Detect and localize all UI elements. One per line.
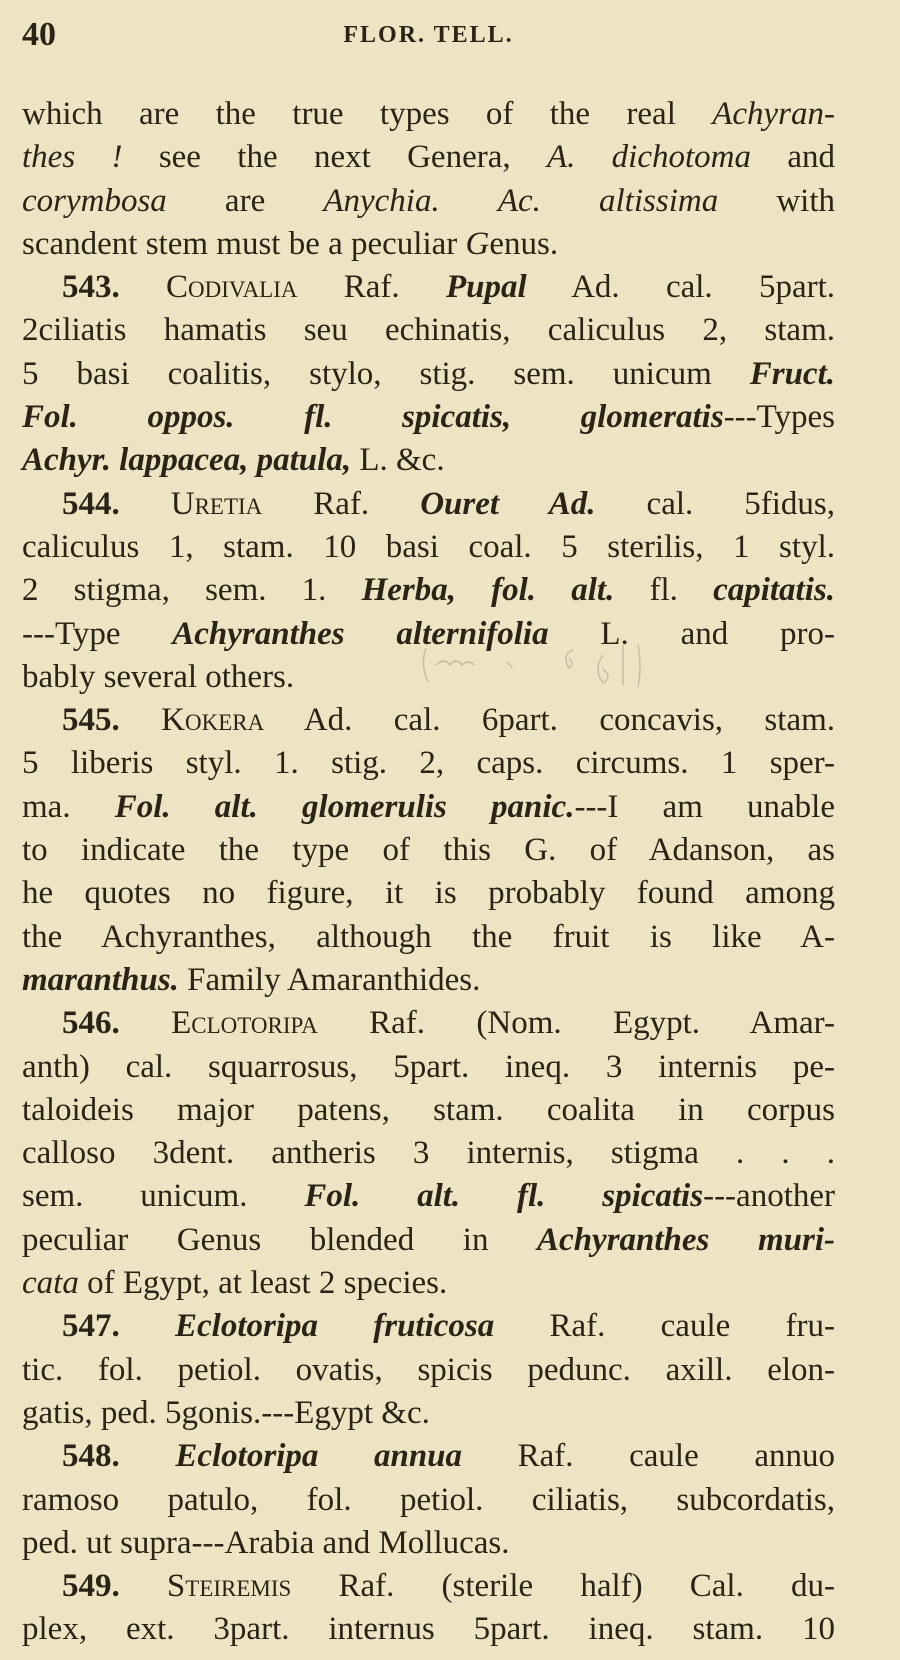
- text-run: Raf. caule annuo: [462, 1438, 835, 1475]
- text-line: [22, 1305, 835, 1348]
- text-run: with: [718, 182, 836, 219]
- text-run: plex, ext. 3part. internus 5part. ineq. stam. 10: [22, 1611, 835, 1648]
- text-run: [120, 486, 171, 522]
- text-run: see the next Genera,: [122, 139, 547, 176]
- text-line: [22, 1262, 835, 1305]
- text-run: ---Types: [723, 399, 835, 436]
- text-run: Achyr. lappacea, patula,: [22, 442, 352, 479]
- text-run: Pupal: [445, 269, 527, 306]
- text-run: L. &c.: [351, 442, 445, 479]
- text-run: capitatis.: [713, 572, 835, 609]
- text-run: cal. 5fidus,: [595, 485, 836, 522]
- text-run: scandent stem must be a peculiar: [22, 225, 466, 262]
- text-run: maranthus.: [22, 961, 179, 998]
- text-run: thes !: [22, 139, 123, 176]
- text-run: ---Type: [22, 615, 173, 652]
- text-run: 5 basi coalitis, stylo, stig. sem. unicum: [22, 355, 750, 392]
- entry-number: 546.: [62, 1005, 120, 1042]
- text-run: of Egypt, at least 2 species.: [78, 1265, 448, 1302]
- text-run: Fol. alt. fl. spicatis: [304, 1178, 704, 1215]
- text-run: [120, 1568, 167, 1604]
- text-line: [22, 136, 835, 179]
- text-line: [22, 483, 835, 526]
- text-run: Raf. (Nom. Egypt. Amar-: [317, 1005, 836, 1042]
- text-line: [22, 959, 835, 1002]
- running-title: FLOR. TELL.: [343, 22, 514, 48]
- page-header: [22, 16, 835, 60]
- genus-name: Eclotoripa: [171, 1005, 318, 1042]
- text-run: Raf.: [262, 485, 421, 522]
- text-run: A. dichotoma: [546, 139, 751, 176]
- text-line: [22, 1219, 835, 1262]
- text-line: [22, 1175, 835, 1218]
- text-run: and: [751, 139, 835, 176]
- text-line: [22, 1522, 835, 1565]
- text-run: which are the true types of the real: [22, 96, 713, 132]
- text-run: tic. fol. petiol. ovatis, spicis pedunc. axill. elon-: [22, 1351, 835, 1388]
- text-line: [22, 180, 835, 223]
- entry-number: 548.: [62, 1438, 120, 1475]
- text-line: [22, 1349, 835, 1392]
- text-run: Raf.: [297, 269, 446, 306]
- text-run: [120, 1438, 176, 1474]
- text-run: Herba, fol. alt.: [361, 572, 615, 609]
- text-run: ma.: [22, 788, 115, 825]
- pencil-annotation-mark: [418, 640, 688, 690]
- text-run: to indicate the type of this G. of Adanson, as: [22, 832, 835, 869]
- text-run: Eclotoripa annua: [175, 1438, 463, 1475]
- text-run: gatis, ped. 5gonis.---Egypt &c.: [22, 1394, 430, 1431]
- text-line: [22, 223, 835, 266]
- text-line: [22, 829, 835, 872]
- text-run: Eclotoripa fruticosa: [175, 1308, 495, 1345]
- text-run: Ouret Ad.: [420, 485, 596, 522]
- text-run: Fol. oppos. fl. spicatis, glomeratis: [22, 399, 724, 436]
- text-run: ---another: [703, 1178, 835, 1215]
- text-run: anth) cal. squarrosus, 5part. ineq. 3 internis pe-: [22, 1048, 835, 1085]
- text-line: [22, 1002, 835, 1045]
- text-run: 5 liberis styl. 1. stig. 2, caps. circums. 1 sper-: [22, 745, 835, 782]
- text-run: taloideis major patens, stam. coalita in corpus: [22, 1091, 835, 1128]
- text-run: G: [465, 225, 490, 262]
- text-run: Achyranthes muri-: [537, 1221, 835, 1258]
- entry-number: 547.: [62, 1308, 120, 1345]
- text-line: [22, 396, 835, 439]
- entry-number: 549.: [62, 1568, 120, 1605]
- text-run: L. and pro-: [548, 615, 835, 652]
- text-line: [22, 439, 835, 482]
- text-line: [22, 1608, 835, 1651]
- text-run: ped. ut supra---Arabia and Mollucas.: [22, 1524, 510, 1561]
- text-line: [22, 699, 835, 742]
- text-line: [22, 1435, 835, 1478]
- text-run: Raf. caule fru-: [494, 1308, 835, 1345]
- text-line: [22, 1479, 835, 1522]
- text-run: he quotes no figure, it is probably found among: [22, 875, 835, 912]
- text-run: corymbosa: [22, 182, 167, 219]
- text-line: [22, 309, 835, 352]
- text-run: ---I am unable: [574, 788, 835, 825]
- text-run: Ad. cal. 5part.: [526, 269, 835, 306]
- text-line: [22, 353, 835, 396]
- text-run: [120, 1308, 175, 1344]
- text-line: [22, 1392, 835, 1435]
- text-line: [22, 526, 835, 569]
- text-run: calloso 3dent. antheris 3 internis, stigma . . .: [22, 1135, 835, 1172]
- text-line: [22, 1046, 835, 1089]
- text-line: [22, 266, 835, 309]
- entry-number: 543.: [62, 269, 120, 306]
- text-run: Ad. cal. 6part. concavis, stam.: [264, 702, 836, 739]
- text-run: Fruct.: [749, 355, 835, 392]
- text-run: 2ciliatis hamatis seu echinatis, caliculus 2, stam.: [22, 312, 835, 349]
- genus-name: Uretia: [170, 485, 263, 522]
- text-run: Ac. altissima: [497, 182, 719, 219]
- text-run: bably several others.: [22, 658, 295, 695]
- genus-name: Kokera: [161, 702, 265, 739]
- text-line: [22, 1132, 835, 1175]
- text-run: 2 stigma, sem. 1.: [22, 572, 362, 609]
- page-body-text: [22, 93, 835, 1652]
- text-run: peculiar Genus blended in: [22, 1221, 538, 1258]
- text-line: [22, 742, 835, 785]
- entry-number: 545.: [62, 702, 120, 739]
- text-run: cata: [22, 1265, 79, 1302]
- text-line: [22, 916, 835, 959]
- text-run: the Achyranthes, although the fruit is like A-: [22, 918, 835, 955]
- text-line: [22, 569, 835, 612]
- text-line: [22, 93, 835, 136]
- genus-name: Steiremis: [166, 1568, 292, 1605]
- text-run: [440, 183, 498, 219]
- text-run: caliculus 1, stam. 10 basi coal. 5 sterilis, 1 styl.: [22, 528, 835, 565]
- text-line: [22, 786, 835, 829]
- text-run: [120, 269, 166, 305]
- text-run: Raf. (sterile half) Cal. du-: [291, 1568, 835, 1605]
- text-run: sem. unicum.: [22, 1178, 305, 1215]
- text-run: [120, 1005, 171, 1041]
- text-run: Fol. alt. glomerulis panic.: [114, 788, 575, 825]
- text-line: [22, 872, 835, 915]
- text-line: [22, 1565, 835, 1608]
- text-run: Achyranthes alternifolia: [172, 615, 549, 652]
- text-run: [120, 702, 161, 738]
- text-run: Family Amaranthides.: [178, 961, 481, 998]
- text-run: ramoso patulo, fol. petiol. ciliatis, subcordatis,: [22, 1481, 835, 1518]
- entry-number: 544.: [62, 485, 120, 522]
- text-run: fl.: [614, 572, 714, 609]
- text-run: are: [166, 182, 324, 219]
- genus-name: Codivalia: [166, 269, 298, 306]
- text-run: Achyran-: [712, 96, 835, 132]
- text-run: Anychia.: [323, 182, 440, 219]
- text-run: enus.: [489, 225, 559, 262]
- page-number: 40: [22, 16, 56, 53]
- text-line: [22, 1089, 835, 1132]
